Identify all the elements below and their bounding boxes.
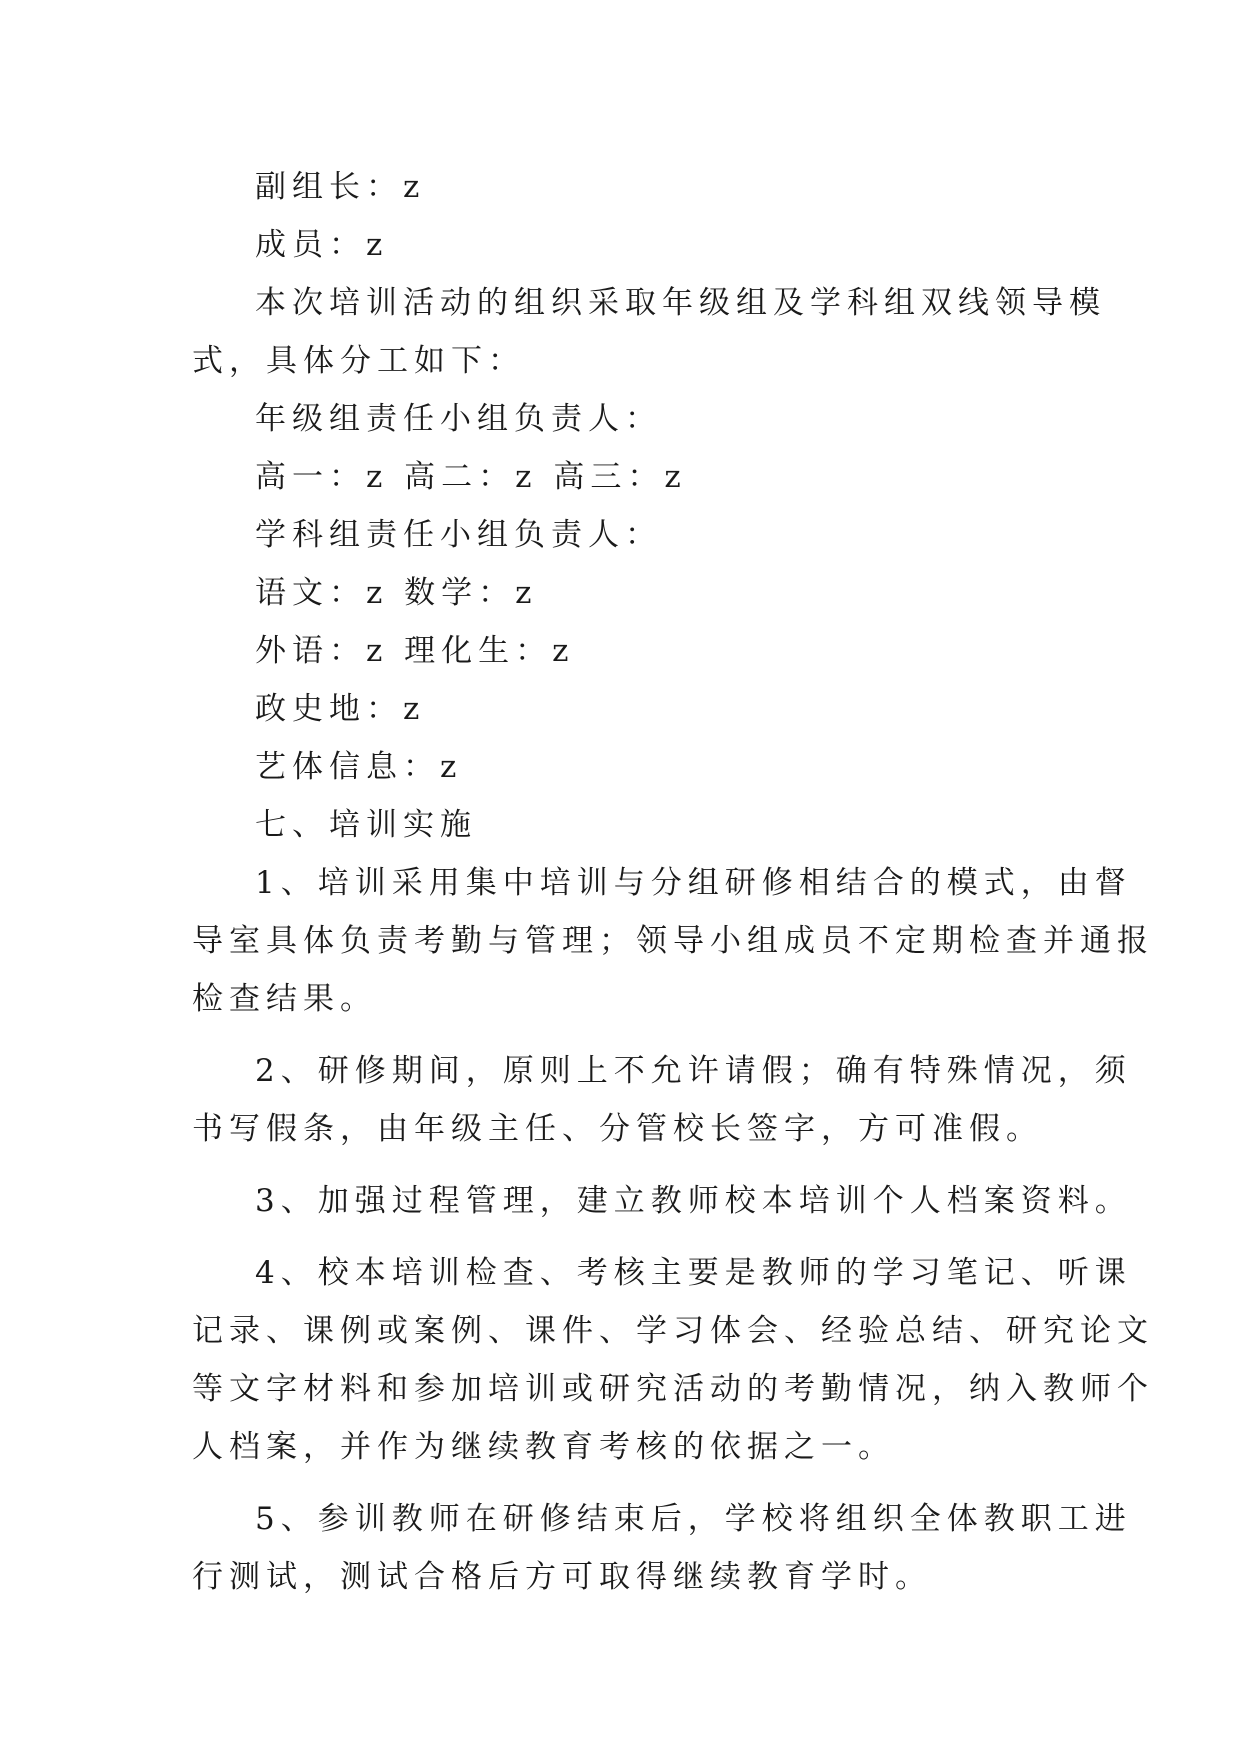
- subject-group-row-2: 外语：z 理化生：z: [255, 633, 575, 669]
- item-3-paragraph: [192, 1172, 1132, 1230]
- paragraph-gap: [192, 1476, 1052, 1490]
- intro-line-1: 本次培训活动的组织采取年级组及学科组双线领导模: [255, 285, 1106, 321]
- subject-group-title: 学科组责任小组负责人：: [255, 517, 662, 553]
- grade-group-title: 年级组责任小组负责人：: [255, 401, 662, 437]
- intro-line-2: 式，具体分工如下：: [192, 343, 525, 379]
- item-1-line-1: 1、培训采用集中培训与分组研修相结合的模式，由督: [255, 865, 1132, 901]
- subject-group-row-4: 艺体信息：z: [255, 749, 463, 785]
- item-4-line-1: 4、校本培训检查、考核主要是教师的学习笔记、听课: [255, 1255, 1132, 1291]
- item-2-paragraph: [192, 1042, 1132, 1158]
- item-4-line-4: 人档案，并作为继续教育考核的依据之一。: [192, 1429, 895, 1465]
- paragraph-gap: [192, 1230, 1052, 1244]
- paragraph-gap: [192, 1028, 1052, 1042]
- members-line: 成员：z: [255, 227, 389, 263]
- item-5-line-1: 5、参训教师在研修结束后，学校将组织全体教职工进: [255, 1501, 1132, 1537]
- item-4-line-3: 等文字材料和参加培训或研究活动的考勤情况，纳入教师个: [192, 1371, 1154, 1407]
- item-5-paragraph: [192, 1490, 1132, 1606]
- item-4-line-2: 记录、课例或案例、课件、学习体会、经验总结、研究论文: [192, 1313, 1154, 1349]
- intro-paragraph: [192, 274, 1106, 390]
- item-3-line-1: 3、加强过程管理，建立教师校本培训个人档案资料。: [255, 1183, 1132, 1219]
- paragraph-gap: [192, 1158, 1052, 1172]
- item-1-paragraph: [192, 854, 1154, 1028]
- item-2-line-1: 2、研修期间，原则上不允许请假；确有特殊情况，须: [255, 1053, 1132, 1089]
- deputy-leader-line: 副组长：z: [255, 169, 426, 205]
- section-title: 七、培训实施: [255, 807, 477, 843]
- grade-group-members: 高一：z 高二：z 高三：z: [255, 459, 687, 495]
- item-5-line-2: 行测试，测试合格后方可取得继续教育学时。: [192, 1559, 932, 1595]
- item-2-line-2: 书写假条，由年级主任、分管校长签字，方可准假。: [192, 1111, 1043, 1147]
- subject-group-row-1: 语文：z 数学：z: [255, 575, 538, 611]
- item-1-line-2: 导室具体负责考勤与管理；领导小组成员不定期检查并通报: [192, 923, 1154, 959]
- item-1-line-3: 检查结果。: [192, 981, 377, 1017]
- document-body: [192, 158, 1154, 1606]
- subject-group-row-3: 政史地：z: [255, 691, 426, 727]
- item-4-paragraph: [192, 1244, 1154, 1476]
